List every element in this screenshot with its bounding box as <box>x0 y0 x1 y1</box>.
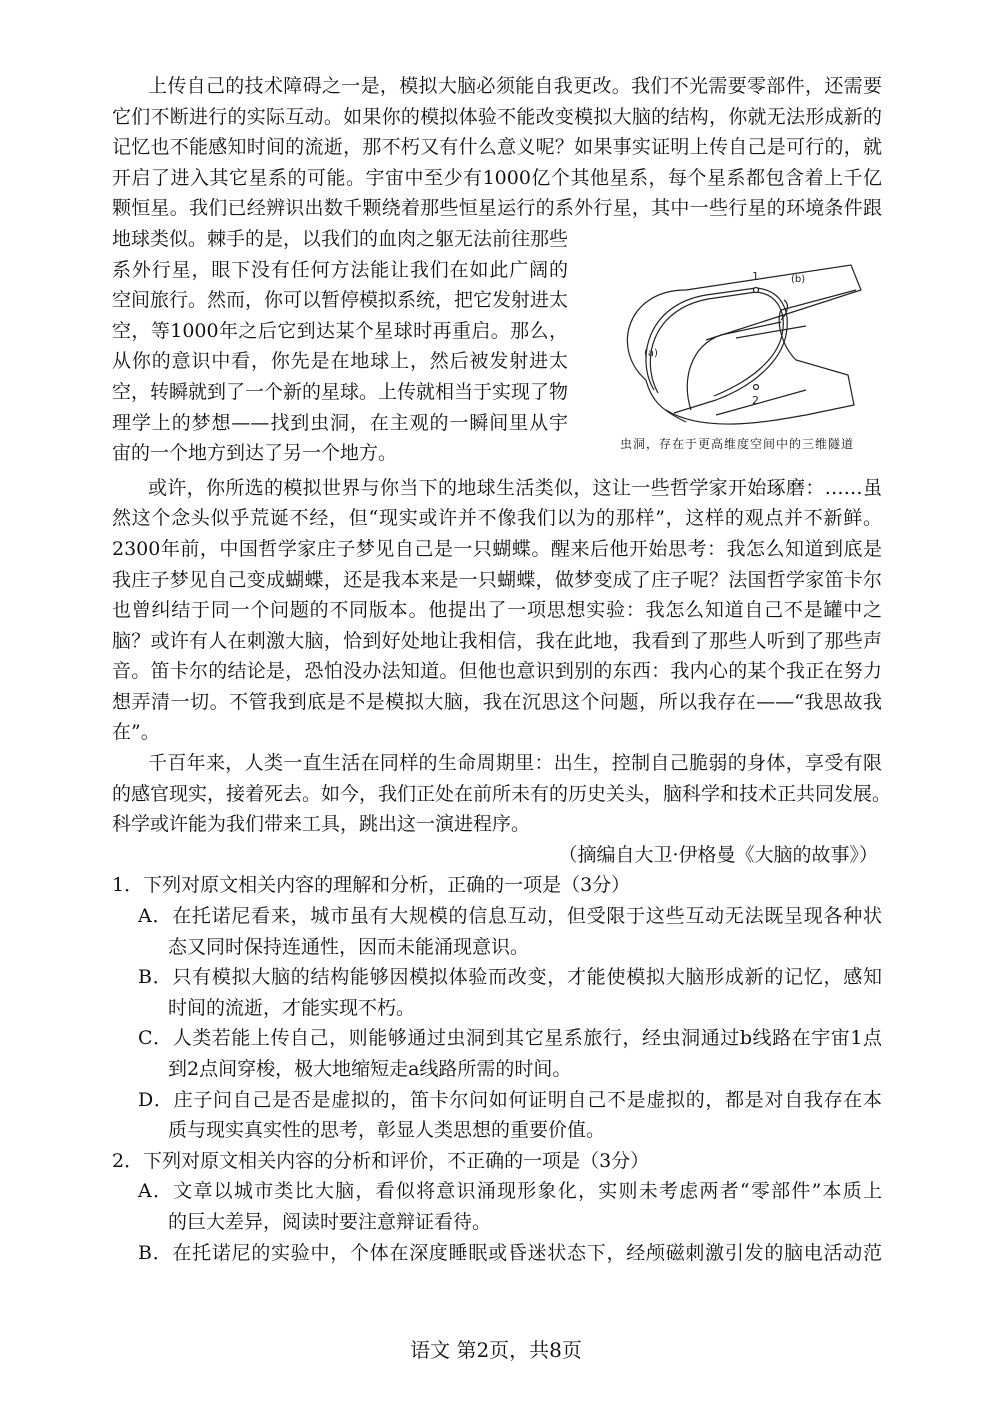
passage-line: 或许，你所选的模拟世界与你当下的地球生活类似，这让一些哲学家开始琢磨：……虽 <box>148 476 882 499</box>
question-stem: 1．下列对原文相关内容的理解和分析，正确的一项是（3分） <box>112 874 631 897</box>
answer-option-line: 时间的流逝，才能实现不朽。 <box>168 996 416 1019</box>
passage-line: 在”。 <box>112 721 160 744</box>
answer-option-line: B．只有模拟大脑的结构能够因模拟体验而改变，才能使模拟大脑形成新的记忆，感知 <box>138 966 882 989</box>
passage-line: 从你的意识中看，你先是在地球上，然后被发射进太 <box>112 350 568 373</box>
passage-line: 空，转瞬就到了一个新的星球。上传就相当于实现了物 <box>112 380 569 403</box>
point-1-label: 1 <box>752 270 759 283</box>
passage-line: 系外行星，眼下没有任何方法能让我们在如此广阔的 <box>112 258 568 281</box>
path-a-label: (a) <box>644 348 658 359</box>
answer-option-line: B．在托诺尼的实验中，个体在深度睡眠或昏迷状态下，经颅磁刺激引发的脑电活动范 <box>138 1241 882 1264</box>
passage-line: 开启了进入其它星系的可能。宇宙中至少有1000亿个其他星系，每个星系都包含着上千亿 <box>112 166 882 189</box>
answer-option-line: 到2点间穿梭，极大地缩短走a线路所需的时间。 <box>168 1058 572 1080</box>
passage-line: 千百年来，人类一直生活在同样的生命周期里：出生，控制自己脆弱的身体，享受有限 <box>148 752 882 775</box>
passage-line: 然这个念头似乎荒诞不经，但“现实或许并不像我们以为的那样”，这样的观点并不新鲜。 <box>112 507 882 530</box>
passage-line: 想弄清一切。不管我到底是不是模拟大脑，我在沉思这个问题，所以我存在——“我思故我 <box>112 690 882 713</box>
path-b-label: (b) <box>791 274 806 285</box>
wormhole-diagram-icon <box>606 250 876 435</box>
passage-line: 宙的一个地方到达了另一个地方。 <box>112 442 398 465</box>
answer-option-line: 态又同时保持连通性，因而未能涌现意识。 <box>168 935 530 958</box>
answer-option-line: A．文章以城市类比大脑，看似将意识涌现形象化，实则未考虑两者“零部件”本质上 <box>138 1180 882 1203</box>
point-2-label: 2 <box>752 394 759 407</box>
source-citation: （摘编自大卫·伊格曼《大脑的故事》） <box>558 843 878 866</box>
passage-line: 音。笛卡尔的结论是，恐怕没办法知道。但他也意识到别的东西：我内心的某个我正在努力 <box>112 660 882 683</box>
answer-option-line: D．庄子问自己是否是虚拟的，笛卡尔问如何证明自己不是虚拟的，都是对自我存在本 <box>138 1088 882 1111</box>
passage-line: 科学或许能为我们带来工具，跳出这一演进程序。 <box>112 813 531 836</box>
passage-line: 也曾纠结于同一个问题的不同版本。他提出了一项思想实验：我怎么知道自己不是罐中之 <box>112 599 882 622</box>
passage-line: 颗恒星。我们已经辨识出数千颗绕着那些恒星运行的系外行星，其中一些行星的环境条件跟 <box>112 197 882 220</box>
answer-option-line: C．人类若能上传自己，则能够通过虫洞到其它星系旅行，经虫洞通过b线路在宇宙1点 <box>138 1027 882 1050</box>
passage-line: 它们不断进行的实际互动。如果你的模拟体验不能改变模拟大脑的结构，你就无法形成新的 <box>112 105 882 128</box>
passage-line: 上传自己的技术障碍之一是，模拟大脑必须能自我更改。我们不光需要零部件，还需要 <box>148 75 882 97</box>
wormhole-figure <box>606 250 876 460</box>
passage-line: 记忆也不能感知时间的流逝，那不朽又有什么意义呢？如果事实证明上传自己是可行的，就 <box>112 136 882 159</box>
answer-option-line: 的巨大差异，阅读时要注意辩证看待。 <box>168 1210 492 1233</box>
question-stem: 2．下列对原文相关内容的分析和评价，不正确的一项是（3分） <box>112 1149 650 1172</box>
passage-line: 空间旅行。然而，你可以暂停模拟系统，把它发射进太 <box>112 289 569 312</box>
passage-line: 的感官现实，接着死去。如今，我们正处在前所未有的历史关头，脑科学和技术正共同发展。 <box>112 782 892 805</box>
answer-option-line: A．在托诺尼看来，城市虽有大规模的信息互动，但受限于这些互动无法既呈现各种状 <box>138 905 882 928</box>
answer-option-line: 质与现实真实性的思考，彰显人类思想的重要价值。 <box>168 1119 606 1142</box>
passage-line: 我庄子梦见自己变成蝴蝶，还是我本来是一只蝴蝶，做梦变成了庄子呢？法国哲学家笛卡尔 <box>112 568 882 591</box>
passage-line: 2300年前，中国哲学家庄子梦见自己是一只蝴蝶。醒来后他开始思考：我怎么知道到底是 <box>112 537 882 560</box>
passage-line: 理学上的梦想——找到虫洞，在主观的一瞬间里从宇 <box>112 411 568 434</box>
passage-line: 地球类似。棘手的是，以我们的血肉之躯无法前往那些 <box>112 227 569 250</box>
page-footer: 语文 第2页，共8页 <box>410 1338 582 1362</box>
passage-line: 脑？或许有人在刺激大脑，恰到好处地让我相信，我在此地，我看到了那些人听到了那些声 <box>112 629 882 652</box>
passage-line: 空，等1000年之后它到达某个星球时再重启。那么， <box>112 319 568 342</box>
figure-caption: 虫洞，存在于更高维度空间中的三维隧道 <box>620 437 855 451</box>
